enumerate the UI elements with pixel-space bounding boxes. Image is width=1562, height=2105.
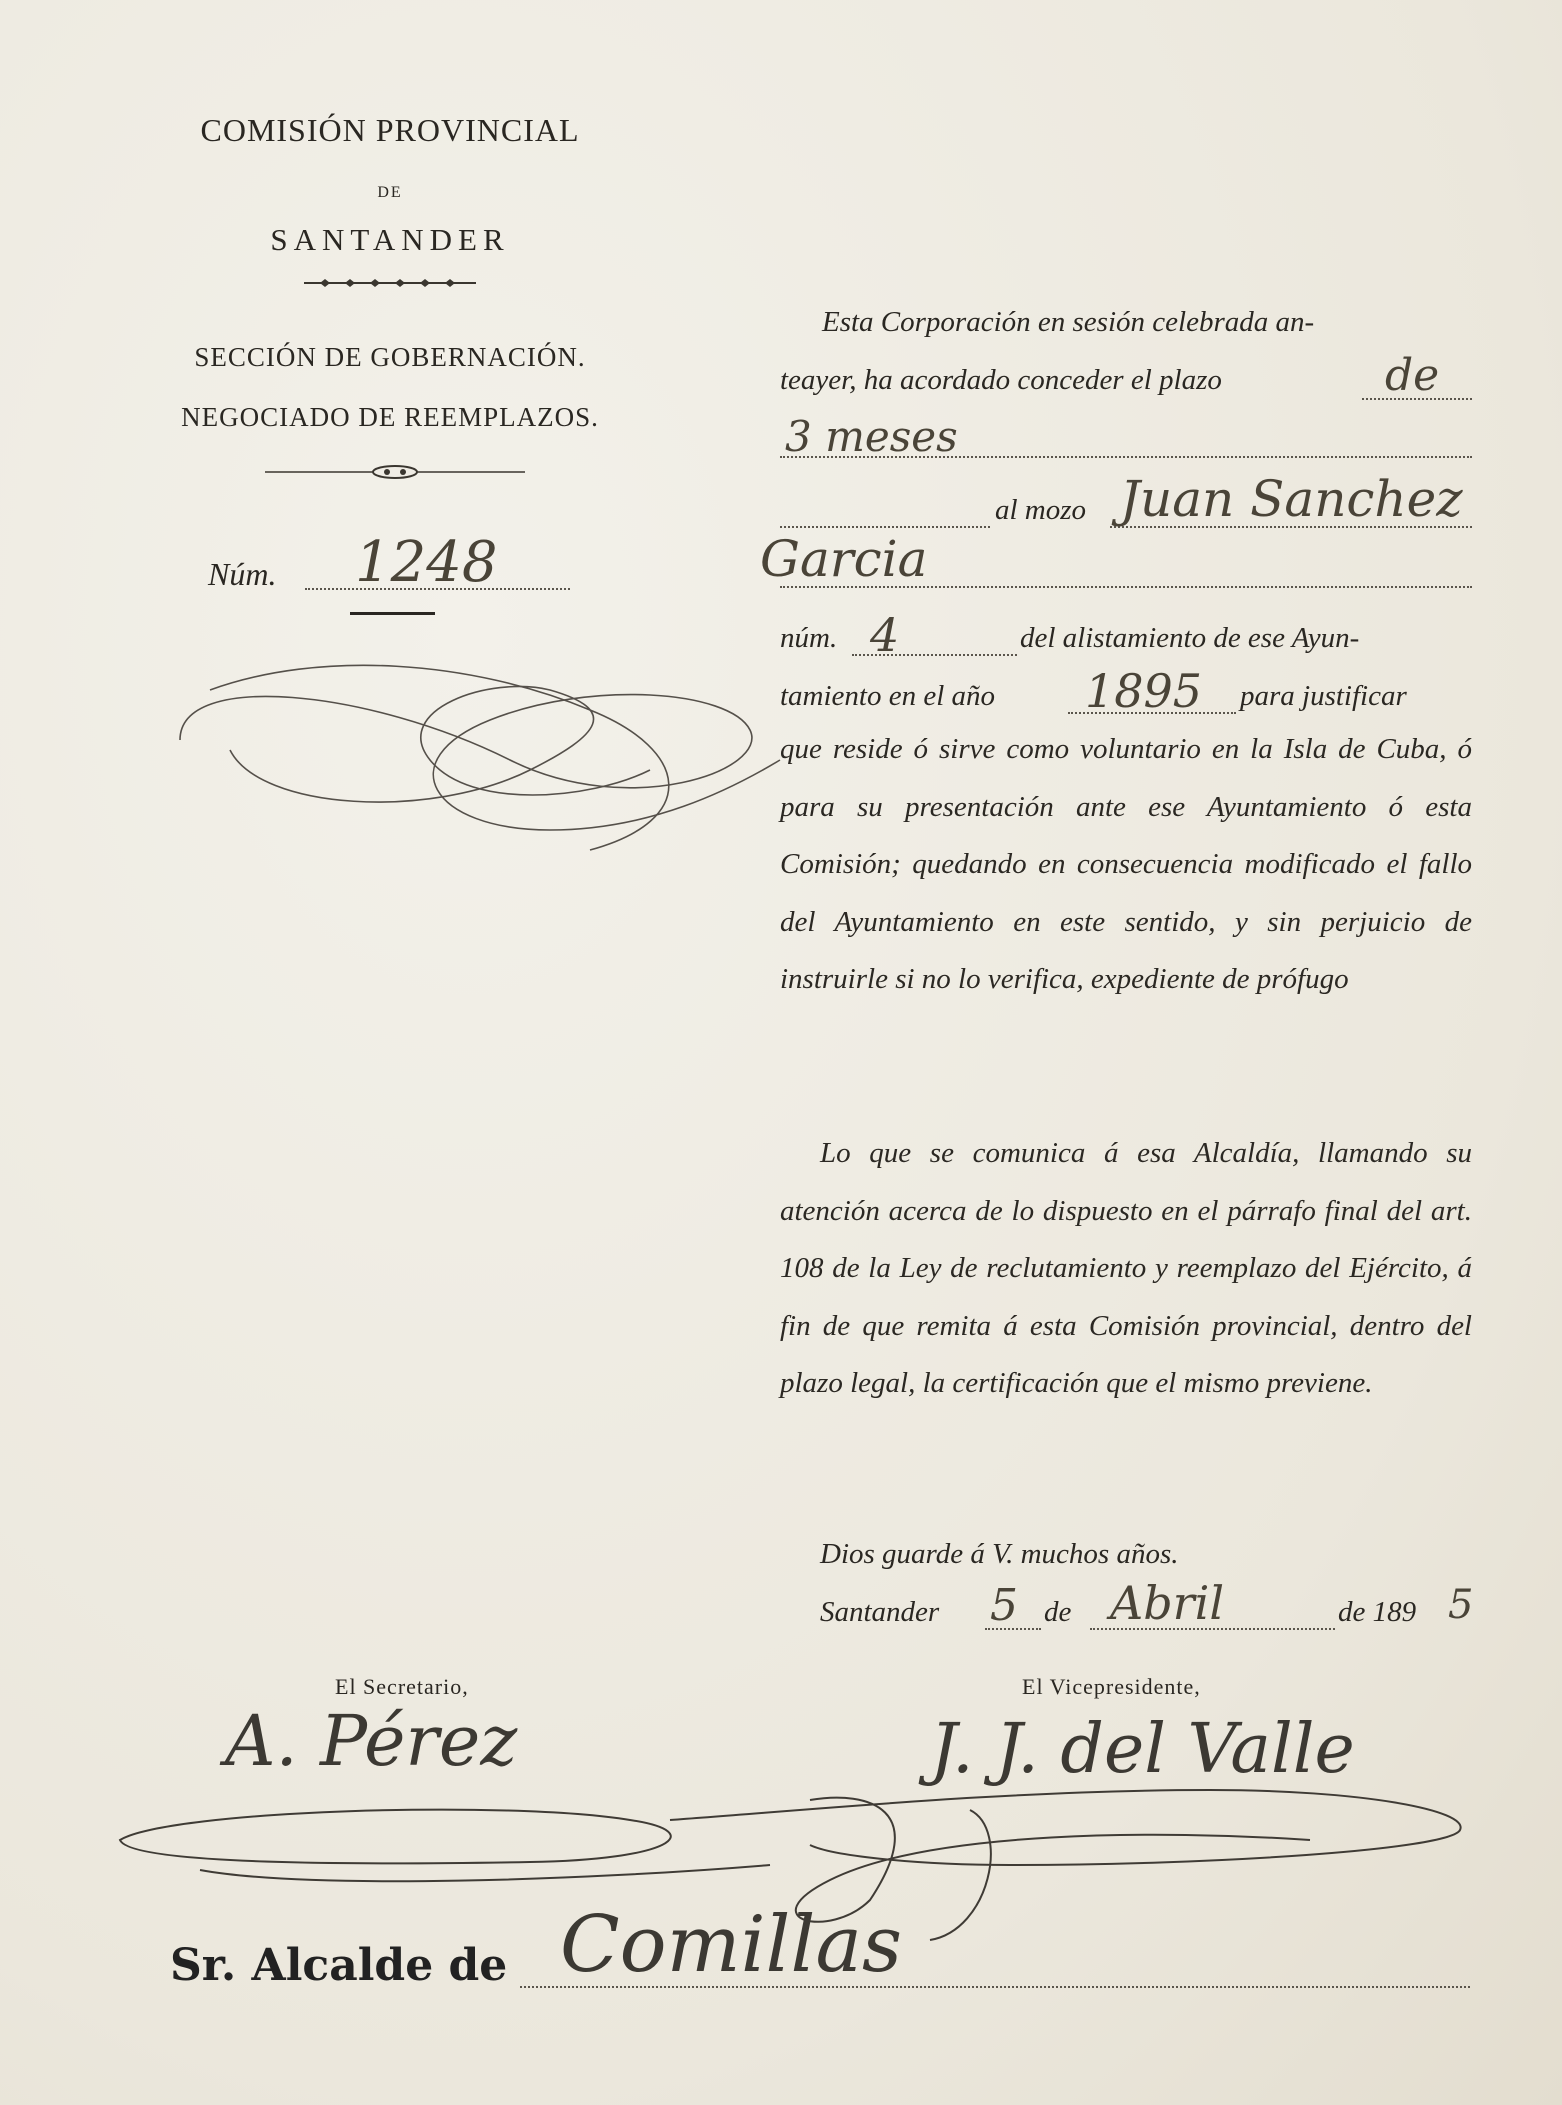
mozo-name-handwritten: Juan Sanchez bbox=[1120, 470, 1463, 528]
year-digit-handwritten: 5 bbox=[1448, 1582, 1474, 1628]
header-de: DE bbox=[377, 184, 403, 201]
secretary-signature: A. Pérez bbox=[225, 1700, 518, 1782]
tamiento-text: tamiento en el año bbox=[780, 680, 996, 712]
num-handwritten: 4 bbox=[870, 608, 900, 662]
plazo-handwritten: de bbox=[1385, 350, 1440, 401]
number-label: Núm. bbox=[208, 556, 277, 592]
paraph-flourish bbox=[170, 650, 790, 860]
letter-paragraph-1-rest: que reside ó sirve como voluntario en la Isla de Cuba, ó para su presentación ante ese Ayuntamiento ó esta Comisión; quedando en consecuencia modificado el fallo del Ayuntamiento en este sentido, y sin perjuicio de instruirle si no lo verifica, expediente de prófugo bbox=[780, 733, 1472, 995]
letter-line-2: teayer, ha acordado conceder el plazo bbox=[780, 364, 1222, 396]
vicepresident-signature: J. J. del Valle bbox=[930, 1710, 1355, 1789]
ornament-divider-2 bbox=[265, 464, 525, 480]
place-text: Santander bbox=[820, 1596, 940, 1628]
mozo-name-handwritten-2: Garcia bbox=[760, 530, 928, 588]
day-handwritten: 5 bbox=[990, 1580, 1018, 1631]
month-handwritten: Abril bbox=[1110, 1576, 1225, 1630]
de-189-text: de 189 bbox=[1338, 1596, 1417, 1628]
year-handwritten: 1895 bbox=[1085, 664, 1203, 718]
para-justificar-text: para justificar bbox=[1240, 680, 1407, 712]
header-commission: COMISIÓN PROVINCIAL bbox=[200, 112, 580, 148]
header-city: SANTANDER bbox=[270, 222, 510, 257]
addressee-label: Sr. Alcalde de bbox=[170, 1940, 508, 1991]
closing-text: Dios guarde á V. muchos años. bbox=[820, 1538, 1179, 1570]
al-mozo-label: al mozo bbox=[995, 494, 1087, 526]
mozo-dotted-1 bbox=[780, 526, 990, 528]
ornament-divider bbox=[300, 276, 480, 290]
alistamiento-text: del alistamiento de ese Ayun- bbox=[1020, 622, 1360, 654]
header-office: NEGOCIADO DE REEMPLAZOS. bbox=[181, 402, 599, 432]
num-label: núm. bbox=[780, 622, 838, 654]
secretary-label: El Secretario, bbox=[335, 1674, 469, 1699]
plazo-handwritten-2: 3 meses bbox=[785, 412, 958, 461]
number-handwritten: 1248 bbox=[355, 530, 498, 595]
addressee-town-handwritten: Comillas bbox=[560, 1900, 902, 1990]
header-section: SECCIÓN DE GOBERNACIÓN. bbox=[194, 342, 586, 372]
letter-line-1: Esta Corporación en sesión celebrada an- bbox=[822, 306, 1315, 338]
letter-paragraph-2: Lo que se comunica á esa Alcaldía, llamando su atención acerca de lo dispuesto en el párrafo final del art. 108 de la Ley de reclutamiento y reemplazo del Ejército, á fin de que remita á esta Comisión provincial, dentro del plazo legal, la certificación que el mismo previene. bbox=[780, 1137, 1472, 1399]
rule bbox=[350, 612, 435, 615]
vicepresident-label: El Vicepresidente, bbox=[1022, 1674, 1201, 1699]
de-text-1: de bbox=[1044, 1596, 1072, 1628]
